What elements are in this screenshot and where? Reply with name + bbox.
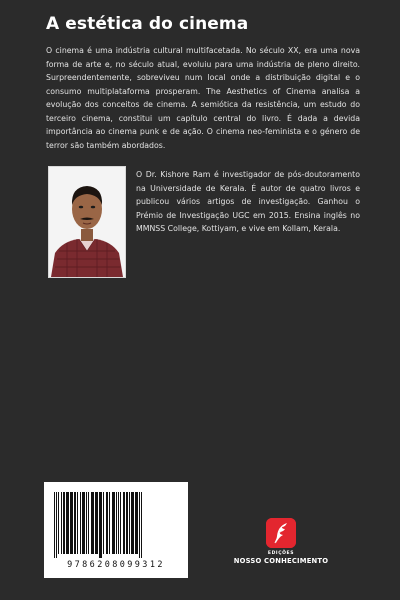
barcode-bar: [109, 492, 110, 554]
barcode-bar: [139, 492, 140, 558]
barcode-bar: [66, 492, 69, 554]
barcode-bar: [95, 492, 98, 554]
barcode-bar: [54, 492, 55, 558]
barcode-bar: [86, 492, 87, 554]
author-bio: O Dr. Kishore Ram é investigador de pós-doutoramento na Universidade de Kerala. É autor de quatro livros e publicou vários artigos de investigação. Ganhou o Prémio de Investigação UGC em 2015. Ensina inglês no MMNSS College, Kottiyam, e vive em Kollam, Kerala.: [136, 170, 360, 233]
barcode-bar: [106, 492, 108, 554]
barcode-bar: [58, 492, 59, 554]
barcode-bar: [99, 492, 102, 558]
publisher-logo: [228, 518, 334, 565]
barcode-bar: [88, 492, 89, 554]
isbn-number: 9786208099312: [67, 560, 165, 570]
barcode-bars: [52, 492, 180, 562]
barcode-bar: [129, 492, 130, 554]
publisher-name-line1: EDIÇÕES: [267, 551, 295, 556]
barcode-bar: [77, 492, 78, 554]
barcode-bar: [70, 492, 73, 554]
feather-icon: [266, 518, 296, 548]
author-portrait-image: [49, 167, 125, 277]
book-description: O cinema é uma indústria cultural multifacetada. No século XX, era uma nova forma de arte e, no século atual, evoluiu para uma indústria de pleno direito. Surpreendentemente, sobreviveu num local onde a distribuição digital e o consumo multiplataforma prosperam. The Aesthetics of Cinema analisa a evolução dos conceitos de cinema. A semiótica da resistência, um estudo do terceiro cinema, constitui um capítulo central do livro. É dada a devida importância ao cinema punk e de ação. O cinema neo-feminista e o género de terror são também abordados.: [46, 46, 360, 150]
barcode-bar: [120, 492, 121, 554]
barcode-bar: [131, 492, 134, 554]
barcode-bar: [126, 492, 128, 554]
barcode-bar: [141, 492, 142, 558]
barcode-bar: [118, 492, 119, 554]
barcode-bar: [112, 492, 115, 554]
barcode-bar: [61, 492, 62, 554]
author-photo: [48, 166, 126, 278]
barcode-bar: [63, 492, 65, 554]
barcode-bar: [82, 492, 85, 554]
publisher-name-line2: NOSSO CONHECIMENTO: [233, 557, 329, 565]
barcode-bar: [135, 492, 138, 554]
barcode-bar: [80, 492, 81, 554]
barcode-bar: [123, 492, 125, 554]
barcode-bar: [91, 492, 94, 554]
barcode-bar: [74, 492, 76, 554]
barcode: [44, 482, 188, 578]
barcode-bar: [56, 492, 57, 558]
barcode-bar: [103, 492, 104, 554]
book-title: A estética do cinema: [46, 14, 249, 34]
barcode-bar: [116, 492, 117, 554]
